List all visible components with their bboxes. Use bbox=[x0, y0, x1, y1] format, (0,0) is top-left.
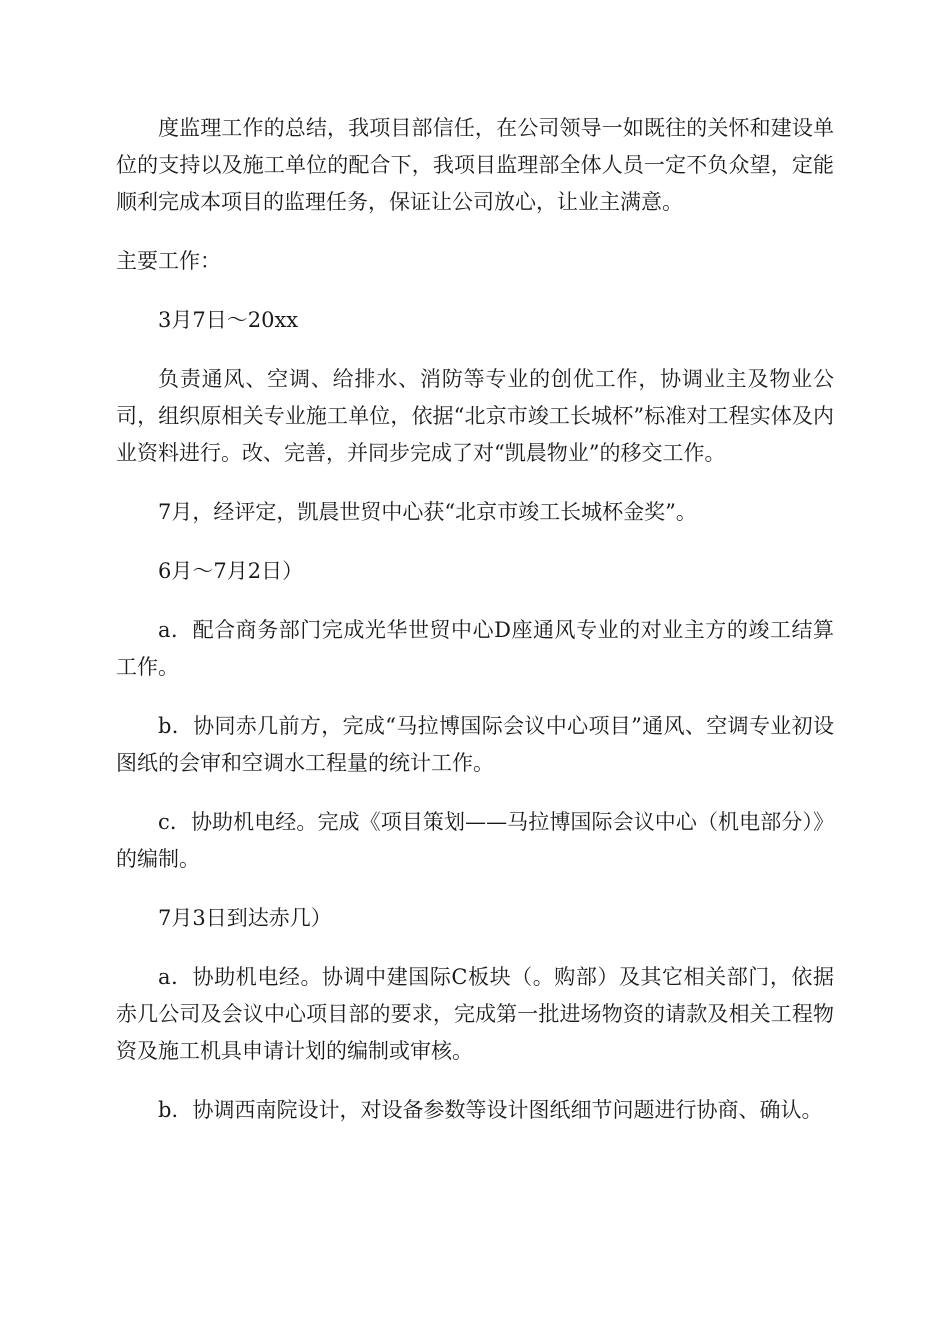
date-range-2: 6月～7月2日） bbox=[158, 559, 304, 583]
paragraph-award: 7月，经评定，凯晨世贸中心获“北京市竣工长城杯金奖”。 bbox=[158, 500, 697, 524]
list-item-b-drawing-review: b．协同赤几前方，完成“马拉博国际会议中心项目”通风、空调专业初设图纸的会审和空调水工程量的统计工作。 bbox=[116, 714, 834, 775]
paragraph-summary: 度监理工作的总结，我项目部信任，在公司领导一如既往的关怀和建设单位的支持以及施工单位的配合下，我项目监理部全体人员一定不负众望，定能顺利完成本项目的监理任务，保证让公司放心，让业主满意。 bbox=[116, 116, 834, 214]
list-item-a-procurement: a．协助机电经。协调中建国际C板块（。购部）及其它相关部门，依据赤几公司及会议中心项目部的要求，完成第一批进场物资的请款及相关工程物资及施工机具申请计划的编制或审核。 bbox=[116, 965, 834, 1063]
document-body bbox=[116, 110, 834, 1151]
list-item-a-settlement: a．配合商务部门完成光华世贸中心D座通风专业的对业主方的竣工结算工作。 bbox=[116, 618, 834, 679]
list-item-b-design-coordination: b．协调西南院设计，对设备参数等设计图纸细节问题进行协商、确认。 bbox=[158, 1098, 823, 1122]
paragraph-creation-work: 负责通风、空调、给排水、消防等专业的创优工作，协调业主及物业公司，组织原相关专业施工单位，依据“北京市竣工长城杯”标准对工程实体及内业资料进行。改、完善，并同步完成了对“凯晨物业”的移交工作。 bbox=[116, 367, 834, 465]
date-range-3: 7月3日到达赤几） bbox=[158, 906, 332, 930]
date-range-1: 3月7日～20xx bbox=[158, 308, 299, 332]
section-heading-main-work: 主要工作： bbox=[116, 249, 221, 273]
list-item-c-planning: c．协助机电经。完成《项目策划——马拉博国际会议中心（机电部分）》的编制。 bbox=[116, 810, 834, 871]
